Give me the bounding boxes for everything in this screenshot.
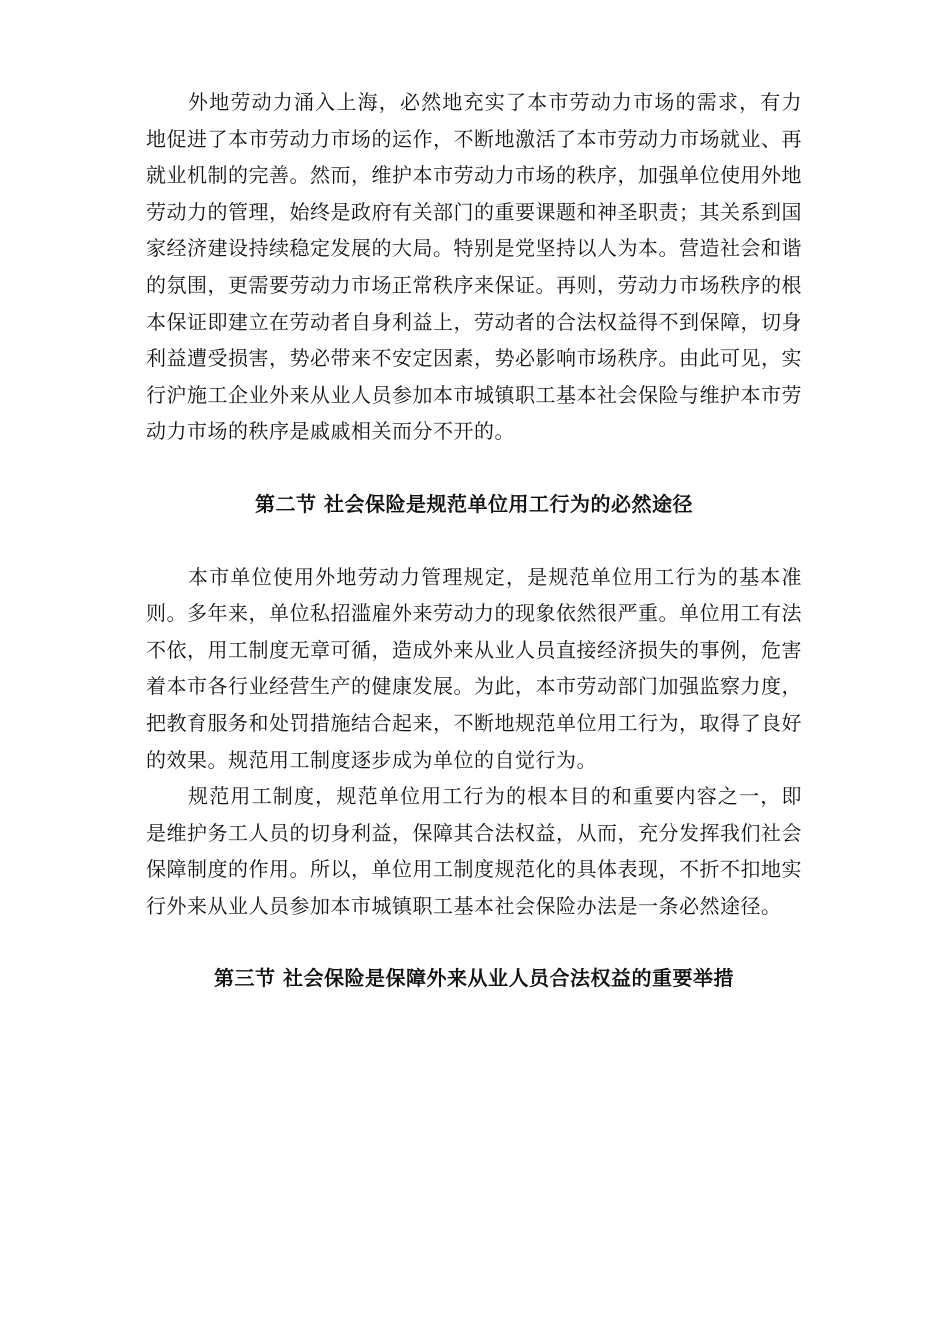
section-2-heading: 第二节 社会保险是规范单位用工行为的必然途径 xyxy=(255,491,693,516)
paragraph-employment-regulation: 本市单位使用外地劳动力管理规定，是规范单位用工行为的基本准则。多年来，单位私招滥雇外来劳动力的现象依然很严重。单位用工有法不依，用工制度无章可循，造成外来从业人员直接经济损失的事例，危害着本市各行业经营生产的健康发展。为此，本市劳动部门加强监察力度，把教育服务和处罚措施结合起来，不断地规范单位用工行为，取得了良好的效果。规范用工制度逐步成为单位的自觉行为。 xyxy=(146,564,802,772)
paragraph-standardized-employment: 规范用工制度，规范单位用工行为的根本目的和重要内容之一，即是维护务工人员的切身利益，保障其合法权益，从而，充分发挥我们社会保障制度的作用。所以，单位用工制度规范化的具体表现，不折不扣地实行外来从业人员参加本市城镇职工基本社会保险办法是一条必然途径。 xyxy=(146,784,802,918)
paragraph-labor-market-order: 外地劳动力涌入上海，必然地充实了本市劳动力市场的需求，有力地促进了本市劳动力市场的运作，不断地激活了本市劳动力市场就业、再就业机制的完善。然而，维护本市劳动力市场的秩序，加强单位使用外地劳动力的管理，始终是政府有关部门的重要课题和神圣职责；其关系到国家经济建设持续稳定发展的大局。特别是党坚持以人为本。营造社会和谐的氛围，更需要劳动力市场正常秩序来保证。再则，劳动力市场秩序的根本保证即建立在劳动者自身利益上，劳动者的合法权益得不到保障，切身利益遭受损害，势必带来不安定因素，势必影响市场秩序。由此可见，实行沪施工企业外来从业人员参加本市城镇职工基本社会保险与维护本市劳动力市场的秩序是戚戚相关而分不开的。 xyxy=(146,90,802,444)
document-body xyxy=(146,84,802,997)
section-3-heading: 第三节 社会保险是保障外来从业人员合法权益的重要举措 xyxy=(214,966,734,991)
